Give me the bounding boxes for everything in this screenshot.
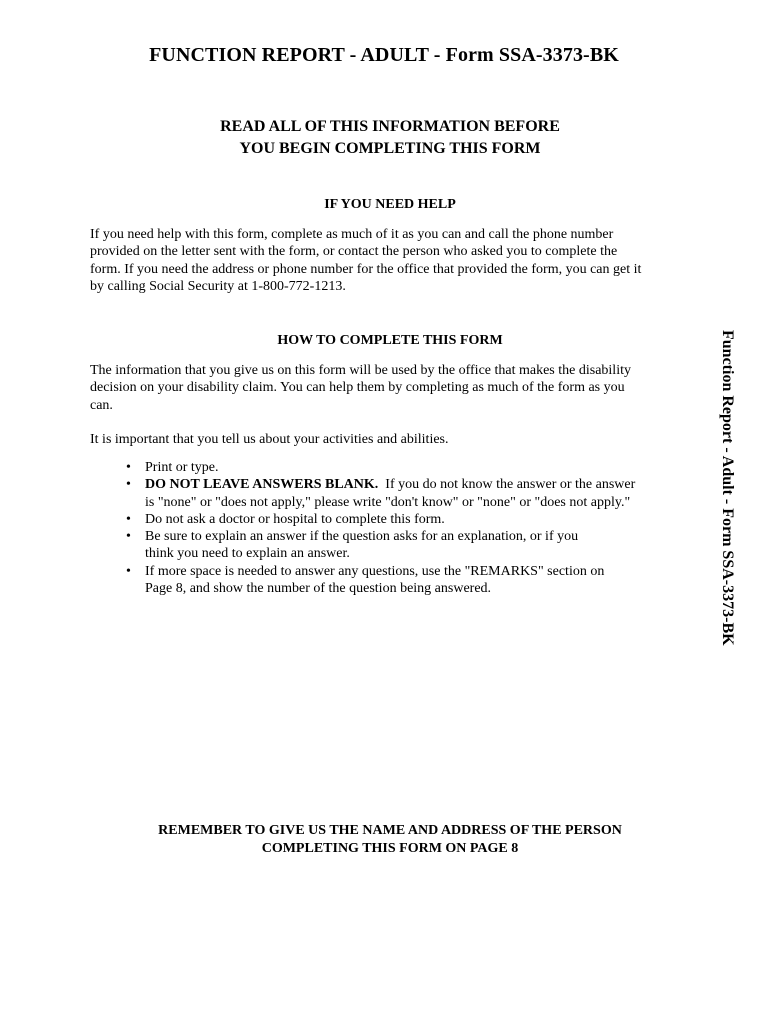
instruction-item-no-doctor xyxy=(90,511,700,528)
instruction-line: If more space is needed to answer any questions, use the "REMARKS" section on xyxy=(145,563,605,579)
how-paragraph-line: can. xyxy=(90,397,113,413)
reminder-line-2: COMPLETING THIS FORM ON PAGE 8 xyxy=(261,840,519,856)
vertical-side-label: Function Report - Adult - Form SSA-3373-BK xyxy=(719,330,736,646)
how-paragraph-line: The information that you give us on this form will be used by the office that makes the disability xyxy=(90,363,631,378)
bullet-icon: • xyxy=(126,563,131,579)
reminder-notice xyxy=(0,822,768,857)
reminder-line-1: REMEMBER TO GIVE US THE NAME AND ADDRESS OF THE PERSON xyxy=(158,823,622,838)
bullet-icon: • xyxy=(126,477,131,493)
page-title: FUNCTION REPORT - ADULT - Form SSA-3373-BK xyxy=(149,44,619,66)
help-paragraph xyxy=(90,226,700,295)
instruction-line: Print or type. xyxy=(145,460,219,475)
how-paragraph-line: decision on your disability claim. You can help them by completing as much of the form as you xyxy=(90,380,625,396)
how-to-complete-heading: HOW TO COMPLETE THIS FORM xyxy=(277,333,503,348)
instruction-bold-lead: DO NOT LEAVE ANSWERS BLANK. xyxy=(145,477,379,493)
instruction-list xyxy=(90,459,700,597)
instruction-line: Page 8, and show the number of the question being answered. xyxy=(145,581,492,597)
instruction-item-remarks xyxy=(90,563,700,598)
help-paragraph-line: provided on the letter sent with the form, or contact the person who asked you to complete the xyxy=(90,244,618,260)
bullet-icon: • xyxy=(126,460,131,475)
bullet-icon: • xyxy=(126,529,131,545)
important-paragraph: It is important that you tell us about your activities and abilities. xyxy=(90,432,449,447)
instruction-item-explain xyxy=(90,528,700,563)
instruction-line: Do not ask a doctor or hospital to complete this form. xyxy=(145,511,445,527)
instruction-line: is "none" or "does not apply," please write "don't know" or "none" or "does not apply." xyxy=(145,494,631,510)
instruction-line xyxy=(145,476,700,493)
help-paragraph-line: form. If you need the address or phone number for the office that provided the form, you can get it xyxy=(90,261,642,277)
instruction-line: Be sure to explain an answer if the question asks for an explanation, or if you xyxy=(145,529,579,545)
bullet-icon: • xyxy=(126,511,131,527)
instruction-item-no-blank xyxy=(90,476,700,511)
help-paragraph-line: by calling Social Security at 1-800-772-1213. xyxy=(90,278,346,294)
instruction-item-print xyxy=(90,459,700,476)
instruction-line: think you need to explain an answer. xyxy=(145,546,350,562)
help-section-heading: IF YOU NEED HELP xyxy=(324,197,456,212)
help-paragraph-line: If you need help with this form, complete as much of it as you can and call the phone number xyxy=(90,227,614,242)
read-all-heading xyxy=(0,116,768,160)
read-all-heading-line-2: YOU BEGIN COMPLETING THIS FORM xyxy=(239,140,541,157)
instruction-text: If you do not know the answer or the answer xyxy=(378,477,636,493)
read-all-heading-line-1: READ ALL OF THIS INFORMATION BEFORE xyxy=(220,118,560,135)
how-to-complete-paragraph xyxy=(90,362,700,414)
